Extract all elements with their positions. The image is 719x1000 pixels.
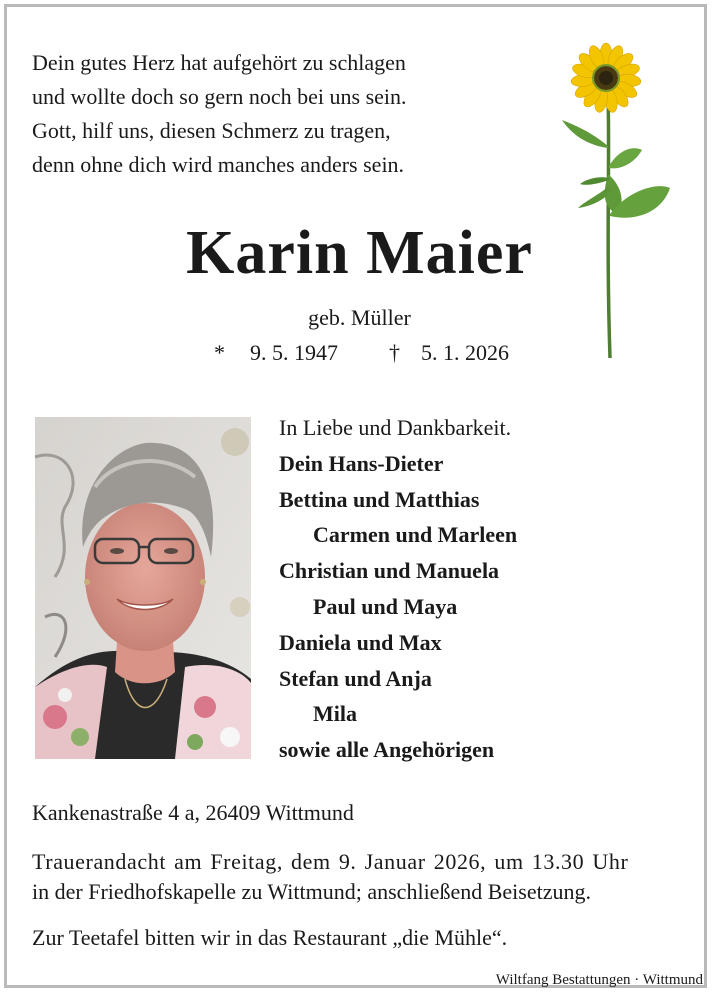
family-member: Daniela und Max xyxy=(279,629,442,655)
family-member: Carmen und Marleen xyxy=(313,522,518,548)
family-member: Mila xyxy=(313,701,357,727)
birth-symbol: * xyxy=(214,340,225,365)
poem-line: Dein gutes Herz hat aufgehört zu schlagen xyxy=(32,50,406,75)
service-line: Trauerandacht am Freitag, dem 9. Januar 2026, um 13.30 Uhr xyxy=(32,849,629,874)
poem-line: und wollte doch so gern noch bei uns sein. xyxy=(32,84,407,109)
memorial-poem xyxy=(32,46,407,182)
family-member: Dein Hans-Dieter xyxy=(279,450,444,476)
birth-date: 9. 5. 1947 xyxy=(250,340,338,365)
maiden-name: geb. Müller xyxy=(308,305,411,330)
family-member: Bettina und Matthias xyxy=(279,486,480,512)
death-date: 5. 1. 2026 xyxy=(421,340,509,365)
family-list xyxy=(279,410,517,768)
life-dates xyxy=(214,340,509,366)
funeral-home-credit: Wiltfang Bestattungen · Wittmund xyxy=(495,972,703,988)
family-member: Christian und Manuela xyxy=(279,558,500,584)
poem-line: denn ohne dich wird manches anders sein. xyxy=(32,152,405,177)
deceased-name: Karin Maier xyxy=(186,219,533,287)
family-member: Stefan und Anja xyxy=(279,665,432,691)
portrait-photo xyxy=(35,417,251,759)
family-member: sowie alle Angehörigen xyxy=(279,737,495,763)
service-line: in der Friedhofskapelle zu Wittmund; anschließend Beisetzung. xyxy=(32,879,591,904)
mourning-address: Kankenastraße 4 a, 26409 Wittmund xyxy=(32,800,354,825)
death-symbol: † xyxy=(389,340,400,365)
family-member: Paul und Maya xyxy=(313,593,458,619)
tea-invitation: Zur Teetafel bitten wir in das Restaurant „die Mühle“. xyxy=(32,925,508,950)
service-info xyxy=(32,847,692,907)
poem-line: Gott, hilf uns, diesen Schmerz zu tragen, xyxy=(32,118,391,143)
family-intro: In Liebe und Dankbarkeit. xyxy=(279,415,512,440)
